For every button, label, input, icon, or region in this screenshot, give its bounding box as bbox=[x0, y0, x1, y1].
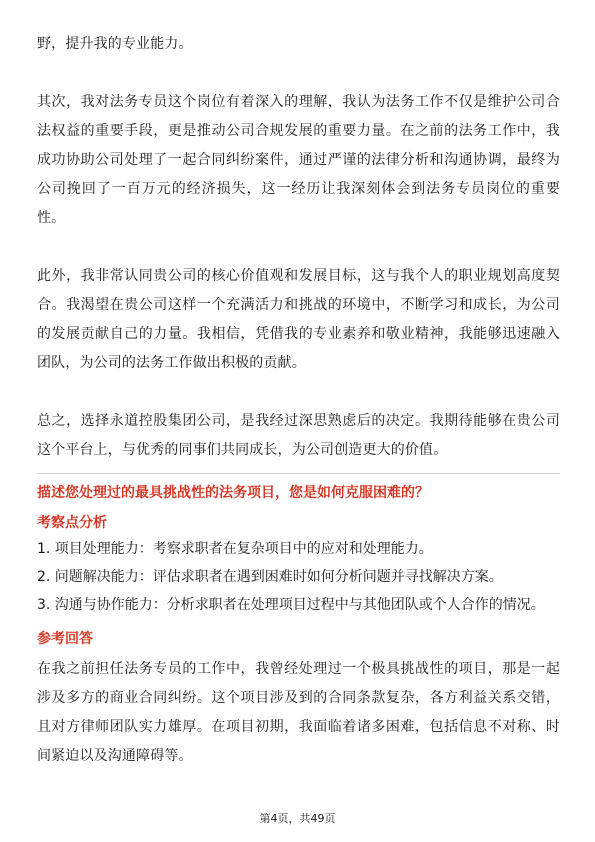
analysis-item: 3. 沟通与协作能力：分析求职者在处理项目过程中与其他团队或个人合作的情况。 bbox=[37, 597, 545, 613]
paragraph-conclusion: 总之，选择永道控股集团公司，是我经过深思熟虑后的决定。我期待能够在贵公司这个平台上，与优秀的同事们共同成长，为公司创造更大的价值。 bbox=[37, 413, 560, 458]
analysis-heading: 考察点分析 bbox=[37, 515, 107, 531]
paragraph-values: 此外，我非常认同贵公司的核心价值观和发展目标，这与我个人的职业规划高度契合。我渴望在贵公司这样一个充满活力和挑战的环境中，不断学习和成长，为公司的发展贡献自己的力量。我相信，凭借我的专业素养和敬业精神，我能够迅速融入团队，为公司的法务工作做出积极的贡献。 bbox=[37, 268, 560, 371]
page-number: 第4页，共49页 bbox=[259, 812, 336, 825]
paragraph-understanding: 其次，我对法务专员这个岗位有着深入的理解，我认为法务工作不仅是维护公司合法权益的重要手段，更是推动公司合规发展的重要力量。在之前的法务工作中，我成功协助公司处理了一起合同纠纷案件，通过严谨的法律分析和沟通协调，最终为公司挽回了一百万元的经济损失，这一经历让我深刻体会到法务专员岗位的重要性。 bbox=[37, 94, 560, 226]
paragraph-continuation: 野，提升我的专业能力。 bbox=[37, 36, 193, 52]
reference-answer: 在我之前担任法务专员的工作中，我曾经处理过一个极具挑战性的项目，那是一起涉及多方的商业合同纠纷。这个项目涉及到的合同条款复杂，各方利益关系交错，且对方律师团队实力雄厚。在项目初期，我面临着诸多困难，包括信息不对称、时间紧迫以及沟通障碍等。 bbox=[37, 661, 560, 764]
interview-question: 描述您处理过的最具挑战性的法务项目，您是如何克服困难的？ bbox=[37, 485, 429, 501]
reference-heading: 参考回答 bbox=[37, 631, 93, 647]
analysis-item: 2. 问题解决能力：评估求职者在遇到困难时如何分析问题并寻找解决方案。 bbox=[37, 569, 503, 585]
analysis-item: 1. 项目处理能力：考察求职者在复杂项目中的应对和处理能力。 bbox=[37, 541, 433, 557]
section-divider bbox=[37, 473, 560, 474]
